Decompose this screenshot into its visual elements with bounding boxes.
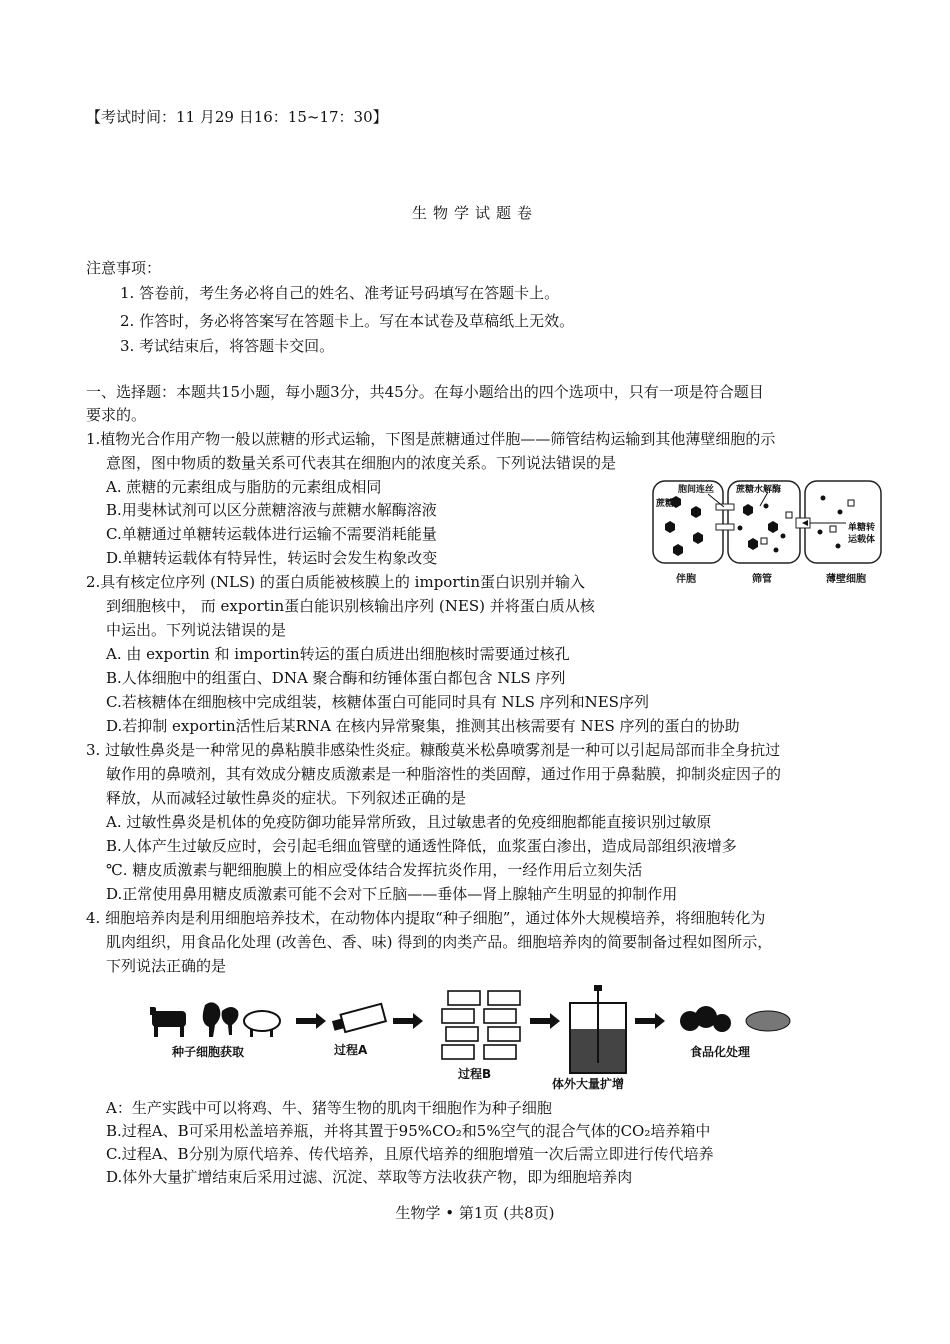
step-process-b: 过程B <box>458 1067 492 1081</box>
exam-time: 【考试时间：11 月29 日16：15~17：30】 <box>86 108 388 126</box>
section-heading: 一、选择题：本题共15小题，每小题3分，共45分。在每小题给出的四个选项中，只有一项是符合题目 <box>86 383 764 401</box>
section-heading-cont: 要求的。 <box>86 406 147 424</box>
q2-stem-cont: 到细胞核中， 而 exportin蛋白能识别核输出序列 (NES) 并将蛋白质从核 <box>106 597 595 615</box>
label-sieve-tube: 筛管 <box>752 574 772 585</box>
q3-stem-cont: 释放，从而减轻过敏性鼻炎的症状。下列叙述正确的是 <box>106 789 467 807</box>
q1-option-b: B.用斐林试剂可以区分蔗糖溶液与蔗糖水解酶溶液 <box>106 501 437 519</box>
q4-option-a: A：生产实践中可以将鸡、牛、猪等生物的肌肉干细胞作为种子细胞 <box>106 1099 552 1117</box>
paper-title: 生物学试题卷 <box>411 204 538 222</box>
q1-option-c: C.单糖通过单糖转运载体进行运输不需要消耗能量 <box>106 525 437 543</box>
step-scale-up: 体外大量扩增 <box>552 1077 625 1091</box>
q2-option-b: B.人体细胞中的组蛋白、DNA 聚合酶和纺锤体蛋白都包含 NLS 序列 <box>106 669 566 687</box>
step-process-a: 过程A <box>334 1043 368 1057</box>
q1-stem: 1.植物光合作用产物一般以蔗糖的形式运输，下图是蔗糖通过伴胞——筛管结构运输到其他薄壁细胞的示 <box>86 430 776 448</box>
animals-icon <box>150 1002 238 1037</box>
q1-option-a: A. 蔗糖的元素组成与脂肪的元素组成相同 <box>106 478 382 496</box>
q2-stem-cont: 中运出。下列说法错误的是 <box>106 621 287 639</box>
label-transporter: 单糖转 <box>848 523 876 533</box>
q4-stem-cont: 下列说法正确的是 <box>106 957 227 975</box>
step-food-processing: 食品化处理 <box>690 1045 751 1059</box>
q4-stem: 4. 细胞培养肉是利用细胞培养技术，在动物体内提取“种子细胞”，通过体外大规模培养，将细胞转化为 <box>86 909 766 927</box>
q2-option-a: A. 由 exportin 和 importin转运的蛋白质进出细胞核时需要通过核孔 <box>106 645 570 663</box>
notice-item: 1. 答卷前，考生务必将自己的姓名、准考证号码填写在答题卡上。 <box>120 284 560 302</box>
q3-option-c: ℃. 糖皮质激素与靶细胞膜上的相应受体结合发挥抗炎作用，一经作用后立刻失活 <box>106 861 643 879</box>
label-companion-cell: 伴胞 <box>676 574 696 585</box>
q1-figure <box>648 476 886 596</box>
label-plasmodesma: 胞间连丝 <box>678 485 715 495</box>
q1-option-d: D.单糖转运载体有特异性，转运时会发生构象改变 <box>106 549 438 567</box>
q4-option-c: C.过程A、B分别为原代培养、传代培养，且原代培养的细胞增殖一次后需立即进行传代培养 <box>106 1145 714 1163</box>
label-sucrose: 蔗糖 <box>656 499 675 509</box>
q3-stem-cont: 敏作用的鼻喷剂，其有效成分糖皮质激素是一种脂溶性的类固醇，通过作用于鼻黏膜，抑制炎症因子的 <box>106 765 782 783</box>
label-transporter-cont: 运载体 <box>848 535 876 545</box>
q3-option-b: B.人体产生过敏反应时，会引起毛细血管壁的通透性降低，血浆蛋白渗出，造成局部组织液增多 <box>106 837 737 855</box>
step-seed-cell: 种子细胞获取 <box>172 1045 245 1059</box>
q1-stem-cont: 意图，图中物质的数量关系可代表其在细胞内的浓度关系。下列说法错误的是 <box>106 454 617 472</box>
notice-heading: 注意事项： <box>86 259 162 277</box>
label-sucrose-hydrolase: 蔗糖水解酶 <box>736 485 782 495</box>
q4-option-b: B.过程A、B可采用松盖培养瓶，并将其置于95%CO₂和5%空气的混合气体的CO₂培养箱中 <box>106 1122 711 1140</box>
page-footer: 生物学 • 第1页 (共8页) <box>395 1204 555 1222</box>
q2-option-d: D.若抑制 exportin活性后某RNA 在核内异常聚集，推测其出核需要有 NES 序列的蛋白的协助 <box>106 717 740 735</box>
q2-stem: 2.具有核定位序列 (NLS) 的蛋白质能被核膜上的 importin蛋白识别并输入 <box>86 573 585 591</box>
q4-stem-cont: 肌肉组织，用食品化处理 (改善色、香、味) 得到的肉类产品。细胞培养肉的简要制备过程如图所示， <box>106 933 773 951</box>
q3-stem: 3. 过敏性鼻炎是一种常见的鼻粘膜非感染性炎症。糠酸莫米松鼻喷雾剂是一种可以引起局部而非全身抗过 <box>86 741 781 759</box>
q4-option-d: D.体外大量扩增结束后采用过滤、沉淀、萃取等方法收获产物，即为细胞培养肉 <box>106 1168 633 1186</box>
label-parenchyma: 薄壁细胞 <box>826 574 866 585</box>
notice-item: 3. 考试结束后，将答题卡交回。 <box>120 337 335 355</box>
q4-figure <box>150 985 810 1095</box>
q2-option-c: C.若核糖体在细胞核中完成组装，核糖体蛋白可能同时具有 NLS 序列和NES序列 <box>106 693 649 711</box>
notice-item: 2. 作答时，务必将答案写在答题卡上。写在本试卷及草稿纸上无效。 <box>120 312 575 330</box>
q3-option-a: A. 过敏性鼻炎是机体的免疫防御功能异常所致，且过敏患者的免疫细胞都能直接识别过敏原 <box>106 813 712 831</box>
q3-option-d: D.正常使用鼻用糖皮质激素可能不会对下丘脑——垂体—肾上腺轴产生明显的抑制作用 <box>106 885 678 903</box>
